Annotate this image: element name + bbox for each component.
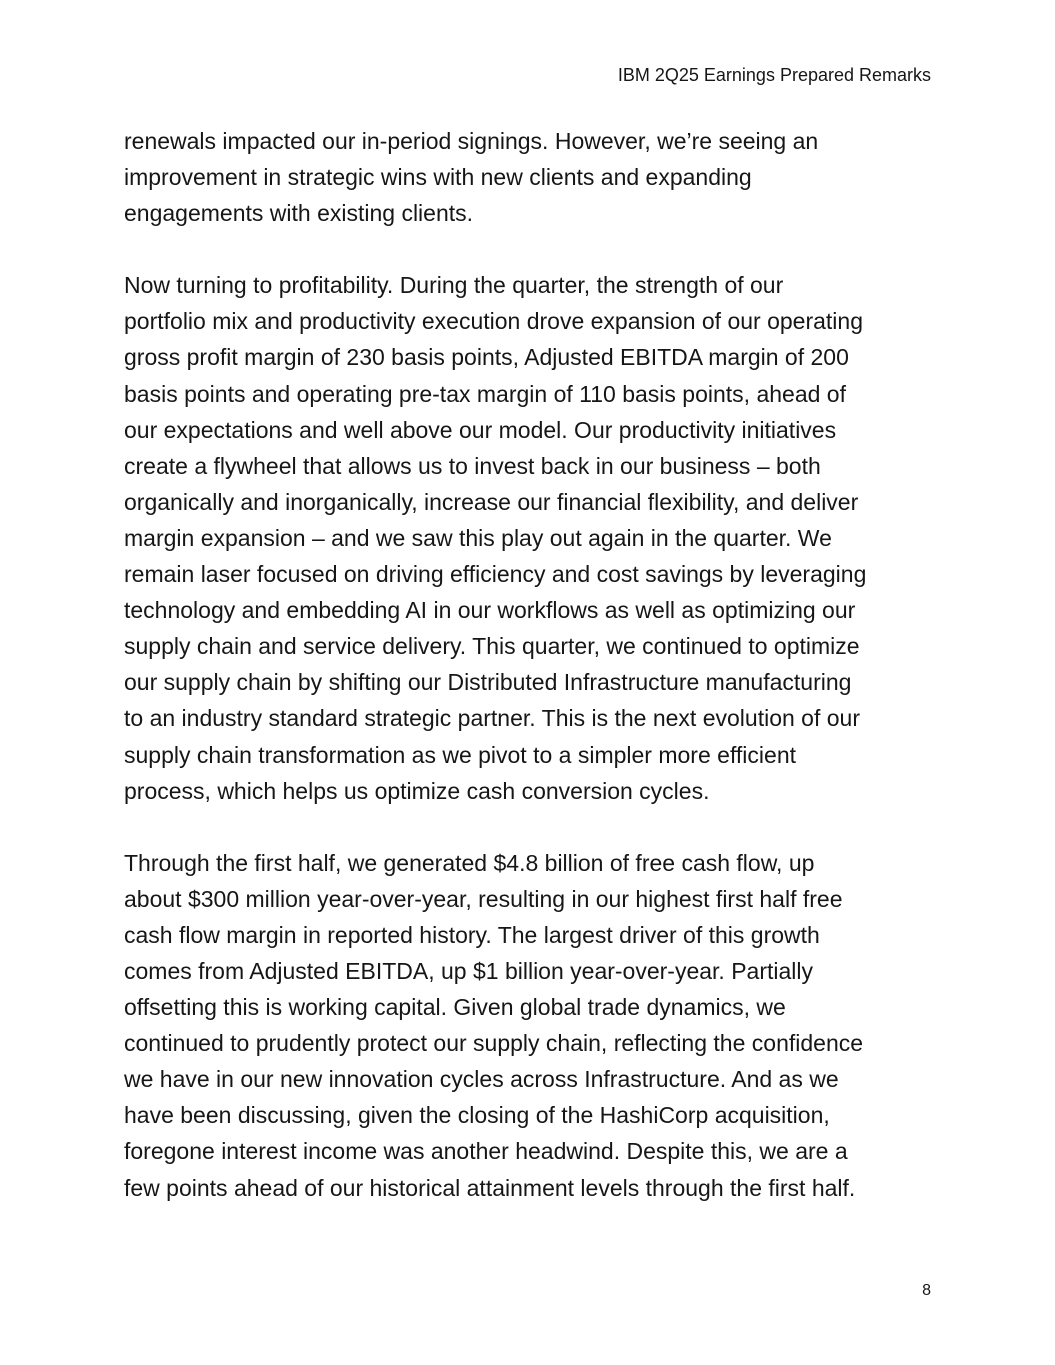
- text-line: cash flow margin in reported history. The largest driver of this growth: [124, 921, 820, 948]
- paragraph-profitability: [124, 267, 934, 808]
- text-line: we have in our new innovation cycles across Infrastructure. And as we: [124, 1066, 839, 1093]
- page-number: 8: [922, 1282, 931, 1299]
- paragraph-free-cash-flow: [124, 845, 934, 1206]
- text-line: remain laser focused on driving efficiency and cost savings by leveraging: [124, 561, 867, 588]
- text-line: Now turning to profitability. During the quarter, the strength of our: [124, 272, 784, 299]
- text-line: few points ahead of our historical attainment levels through the first half.: [124, 1174, 856, 1201]
- text-line: our supply chain by shifting our Distributed Infrastructure manufacturing: [124, 669, 852, 696]
- text-line: renewals impacted our in-period signings. However, we’re seeing an: [124, 128, 819, 154]
- text-line: margin expansion – and we saw this play out again in the quarter. We: [124, 524, 832, 551]
- text-line: comes from Adjusted EBITDA, up $1 billion year-over-year. Partially: [124, 957, 814, 984]
- text-line: our expectations and well above our model. Our productivity initiatives: [124, 416, 837, 443]
- text-line: create a flywheel that allows us to invest back in our business – both: [124, 452, 821, 479]
- text-line: continued to prudently protect our supply chain, reflecting the confidence: [124, 1030, 864, 1057]
- text-line: organically and inorganically, increase our financial flexibility, and deliver: [124, 488, 859, 515]
- document-header-title: IBM 2Q25 Earnings Prepared Remarks: [617, 65, 931, 85]
- text-line: foregone interest income was another headwind. Despite this, we are a: [124, 1138, 848, 1165]
- text-line: process, which helps us optimize cash conversion cycles.: [124, 777, 710, 804]
- text-line: offsetting this is working capital. Given global trade dynamics, we: [124, 994, 786, 1021]
- text-line: supply chain transformation as we pivot to a simpler more efficient: [124, 741, 796, 768]
- text-line: gross profit margin of 230 basis points, Adjusted EBITDA margin of 200: [124, 344, 849, 371]
- document-body: [124, 123, 934, 1206]
- text-line: engagements with existing clients.: [124, 200, 474, 227]
- text-line: supply chain and service delivery. This quarter, we continued to optimize: [124, 633, 860, 660]
- text-line: Through the first half, we generated $4.8 billion of free cash flow, up: [124, 849, 815, 876]
- text-line: basis points and operating pre-tax margin of 110 basis points, ahead of: [124, 380, 846, 407]
- text-line: technology and embedding AI in our workflows as well as optimizing our: [124, 597, 856, 624]
- text-line: to an industry standard strategic partner. This is the next evolution of our: [124, 705, 860, 732]
- text-line: portfolio mix and productivity execution drove expansion of our operating: [124, 308, 863, 335]
- text-line: about $300 million year-over-year, resulting in our highest first half free: [124, 885, 843, 912]
- text-line: improvement in strategic wins with new clients and expanding: [124, 164, 752, 191]
- paragraph-signings: [124, 123, 934, 231]
- text-line: have been discussing, given the closing of the HashiCorp acquisition,: [124, 1102, 830, 1129]
